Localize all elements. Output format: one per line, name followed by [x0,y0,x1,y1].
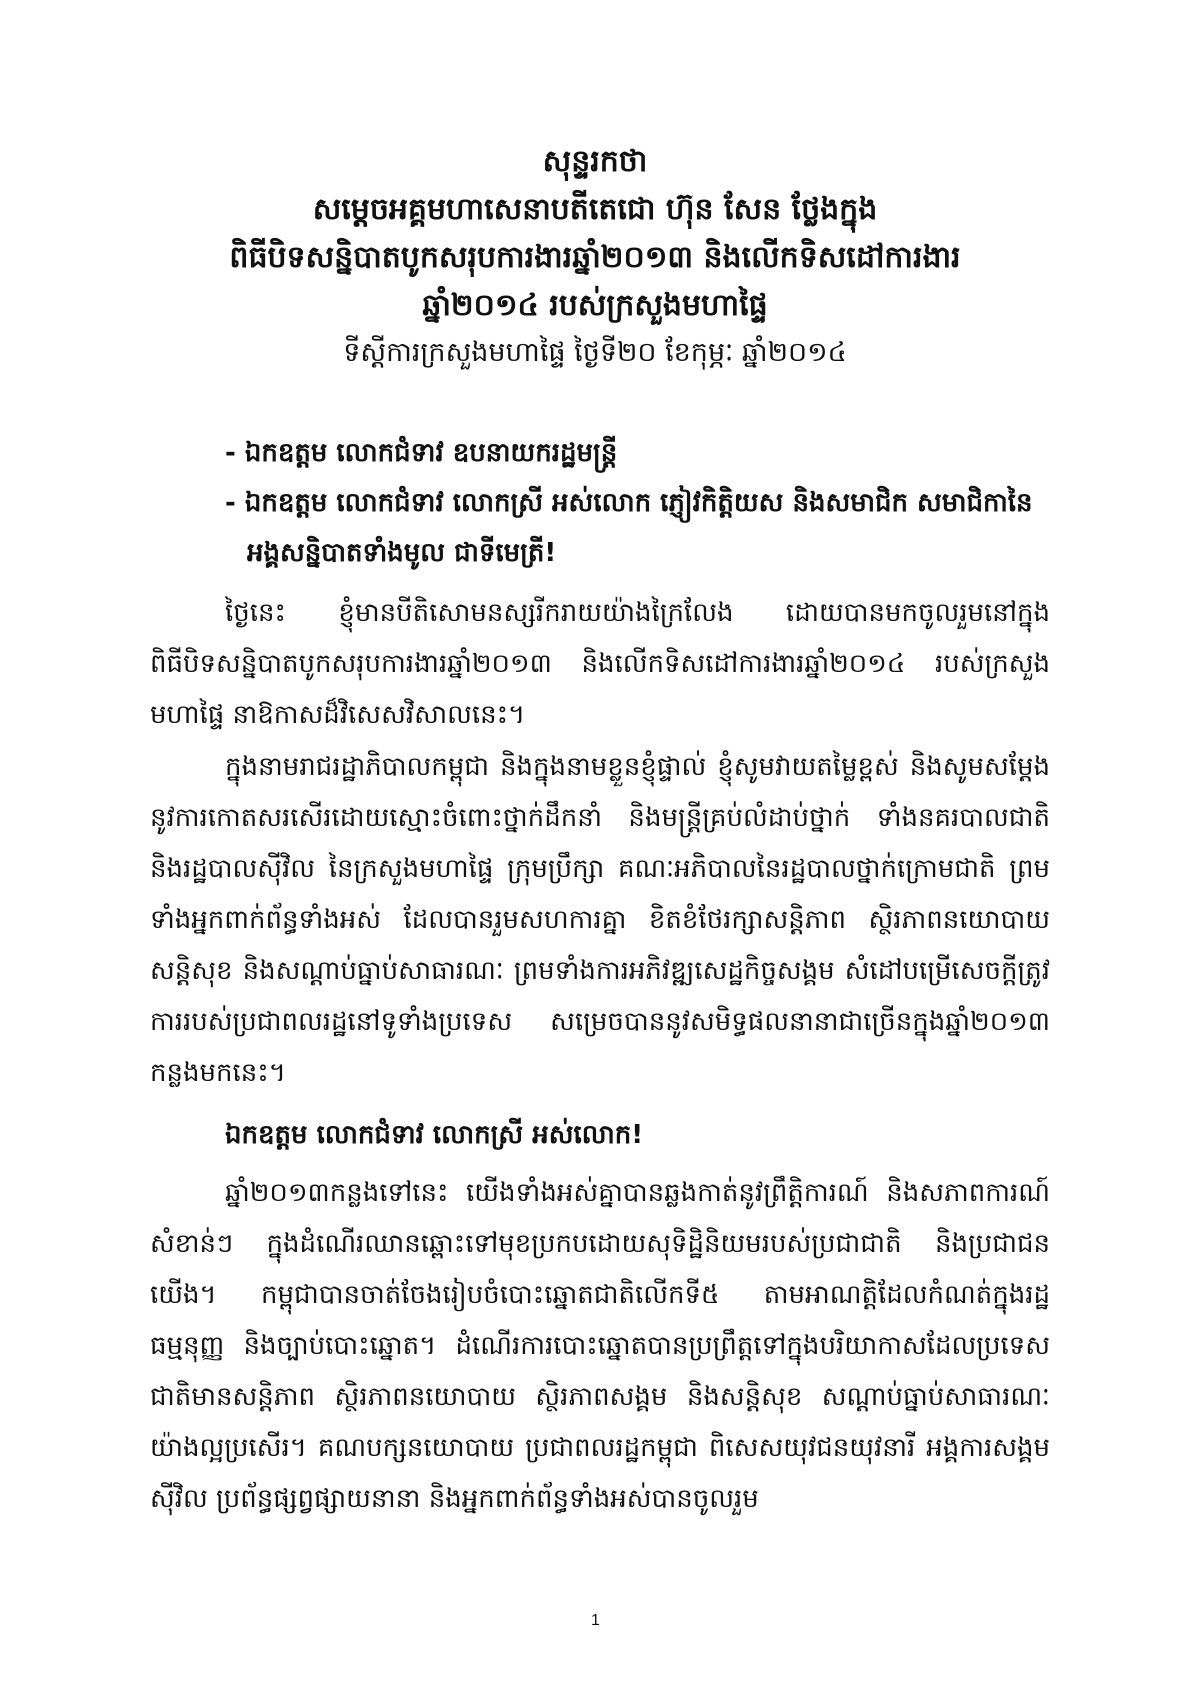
event-line-continued: ឆ្នាំ២០១៤ របស់ក្រសួងមហាផ្ទៃ [422,288,768,323]
paragraph-1: ថ្ងៃនេះ ខ្ញុំមានបីតិសោមនស្សរីករាយយ៉ាងក្រៃលែង ដោយបានមកចូលរួមនៅក្នុងពិធីបិទសន្និបាតបូកសរុបការងារឆ្នាំ២០១៣ និងលើកទិសដៅការងារឆ្នាំ២០១៤ របស់ក្រសួងមហាផ្ទៃ នាឱកាសដ៏វិសេសវិសាលនេះ។ [150,598,1050,730]
document-header [150,138,1040,376]
speaker-line: សម្តេចអគ្គមហាសេនាបតីតេជោ ហ៊ុន សែន ថ្លែងក្នុង [312,192,878,227]
page-number: 1 [591,1612,600,1629]
speech-title: សុន្ទរកថា [542,144,648,179]
venue-date: ទីស្តីការក្រសួងមហាផ្ទៃ ថ្ងៃទី២០ ខែកុម្ភៈ ឆ្នាំ២០១៤ [343,337,847,368]
salutations [225,428,1055,578]
salutation-2-continued: អង្គសន្និបាតទាំងមូល ជាទីមេត្រី! [247,538,557,568]
salutation-1: - ឯកឧត្តម លោកជំទាវ ឧបនាយករដ្ឋមន្ត្រី [225,438,618,468]
section-heading: ឯកឧត្តម លោកជំទាវ លោកស្រី អស់លោក! [225,1120,644,1150]
paragraph-3: ឆ្នាំ២០១៣កន្លងទៅនេះ យើងទាំងអស់គ្នាបានឆ្លងកាត់នូវព្រឹត្តិការណ៍ និងសភាពការណ៍សំខាន់ៗ ក្នុងដំណើរឈានឆ្ពោះទៅមុខប្រកបដោយសុទិដ្ឋិនិយមរបស់ប្រជាជាតិ និងប្រជាជនយើង។ កម្ពុជាបានចាត់ចែងរៀបចំបោះឆ្នោតជាតិលើកទី៥ តាមអាណត្តិដែលកំណត់ក្នុងរដ្ឋធម្មនុញ្ញ និងច្បាប់បោះឆ្នោត។ ដំណើរការបោះឆ្នោតបានប្រព្រឹត្តទៅក្នុងបរិយាកាសដែលប្រទេសជាតិមានសន្តិភាព ស្ថិរភាពនយោបាយ ស្ថិរភាពសង្គម និងសន្តិសុខ សណ្តាប់ធ្នាប់សាធារណៈយ៉ាងល្អប្រសើរ។ គណបក្សនយោបាយ ប្រជាពលរដ្ឋកម្ពុជា ពិសេសយុវជនយុវនារី អង្គការសង្គមស៊ីវិល ប្រព័ន្ធផ្សព្វផ្សាយនានា និងអ្នកពាក់ព័ន្ធទាំងអស់បានចូលរួម [150,1178,1050,1514]
event-line: ពិធីបិទសន្និបាតបូកសរុបការងារឆ្នាំ២០១៣ និងលើកទិសដៅការងារ [229,240,961,275]
salutation-2: - ឯកឧត្តម លោកជំទាវ លោកស្រី អស់លោក ភ្ញៀវកិត្តិយស និងសមាជិក សមាជិកានៃ [225,488,1033,518]
paragraph-2: ក្នុងនាមរាជរដ្ឋាភិបាលកម្ពុជា និងក្នុងនាមខ្លួនខ្ញុំផ្ទាល់ ខ្ញុំសូមវាយតម្លៃខ្ពស់ និងសូមសម្តែងនូវការកោតសរសើរដោយស្មោះចំពោះថ្នាក់ដឹកនាំ និងមន្ត្រីគ្រប់លំដាប់ថ្នាក់ ទាំងនគរបាលជាតិ និងរដ្ឋបាលស៊ីវិល នៃក្រសួងមហាផ្ទៃ ក្រុមប្រឹក្សា គណៈអភិបាលនៃរដ្ឋបាលថ្នាក់ក្រោមជាតិ ព្រមទាំងអ្នកពាក់ព័ន្ធទាំងអស់ ដែលបានរួមសហការគ្នា ខិតខំថែរក្សាសន្តិភាព ស្ថិរភាពនយោបាយ សន្តិសុខ និងសណ្តាប់ធ្នាប់សាធារណៈ ព្រមទាំងការអភិវឌ្ឍសេដ្ឋកិច្ចសង្គម សំដៅបម្រើសេចក្តីត្រូវការរបស់ប្រជាពលរដ្ឋនៅទូទាំងប្រទេស សម្រេចបាននូវសមិទ្ធផលនានាជាច្រើនក្នុងឆ្នាំ២០១៣ កន្លងមកនេះ។ [150,752,1050,1088]
